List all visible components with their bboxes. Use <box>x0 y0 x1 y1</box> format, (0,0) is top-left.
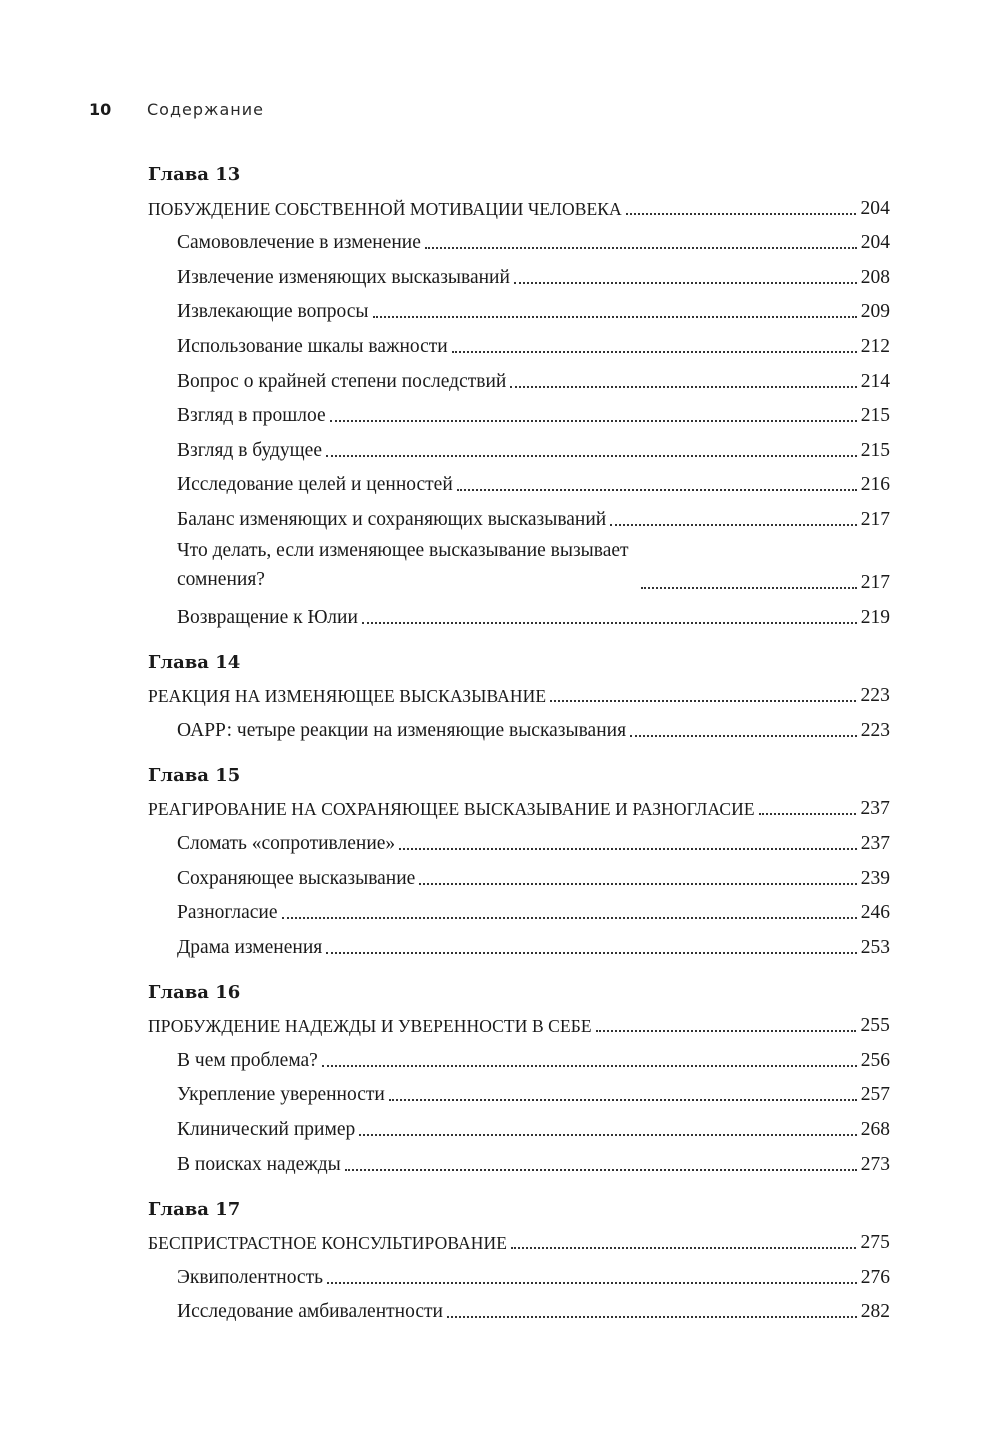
section-entry-title: Исследование амбивалентности <box>177 1301 443 1323</box>
section-entry-page: 217 <box>860 571 890 593</box>
chapter-title-entry-page: 255 <box>860 1015 890 1037</box>
section-entry[interactable] <box>148 260 890 295</box>
section-entry-title: В поисках надежды <box>177 1153 341 1175</box>
section-entry-title: Извлекающие вопросы <box>177 301 369 323</box>
dot-leader <box>596 1030 857 1032</box>
dot-leader <box>452 351 857 353</box>
section-entry-title: Самововлечение в изменение <box>177 232 421 254</box>
chapter-block <box>148 159 890 635</box>
section-entry-title: Возвращение к Юлии <box>177 606 358 628</box>
running-title: Содержание <box>147 100 264 119</box>
dot-leader <box>514 282 857 284</box>
section-entry[interactable] <box>148 600 890 635</box>
section-entry[interactable] <box>148 713 890 748</box>
section-entry-page: 257 <box>860 1084 890 1106</box>
chapter-title-entry-page: 237 <box>860 798 890 820</box>
section-entry-page: 273 <box>860 1153 890 1175</box>
section-entry[interactable] <box>148 826 890 861</box>
section-entry-title: Использование шкалы важности <box>177 335 448 357</box>
chapter-title-entry-page: 204 <box>860 197 890 219</box>
section-entry-title: Исследование целей и ценностей <box>177 474 453 496</box>
chapter-block <box>148 977 890 1182</box>
chapter-block <box>148 760 890 965</box>
dot-leader <box>282 917 857 919</box>
section-entry[interactable] <box>148 468 890 503</box>
section-entry-page: 209 <box>860 301 890 323</box>
section-entry-title: Укрепление уверенности <box>177 1084 385 1106</box>
table-of-contents <box>148 157 890 1341</box>
section-entry[interactable] <box>148 433 890 468</box>
running-head <box>89 100 264 119</box>
section-entry[interactable] <box>148 1147 890 1182</box>
chapter-title-entry-title: ПРОБУЖДЕНИЕ НАДЕЖДЫ И УВЕРЕННОСТИ В СЕБЕ <box>148 1016 592 1037</box>
dot-leader <box>330 420 857 422</box>
chapter-label: Глава 15 <box>148 764 241 786</box>
chapter-title-entry[interactable] <box>148 191 890 226</box>
section-entry-title: Эквиполентность <box>177 1266 324 1288</box>
section-entry[interactable] <box>148 226 890 261</box>
section-entry[interactable] <box>148 1112 890 1147</box>
section-entry-title: Сохраняющее высказывание <box>177 867 416 889</box>
dot-leader <box>630 735 857 737</box>
section-entry-title: Клинический пример <box>177 1119 356 1141</box>
section-entry[interactable] <box>148 295 890 330</box>
dot-leader <box>550 700 856 702</box>
section-entry[interactable] <box>148 502 890 537</box>
section-entry-page: 219 <box>860 606 890 628</box>
section-entry-page: 212 <box>860 335 890 357</box>
section-entry-title: Вопрос о крайней степени последствий <box>177 370 507 392</box>
section-entry-title: Что делать, если изменяющее высказывание вызывает сомнения? <box>177 539 629 590</box>
chapter-title-entry[interactable] <box>148 679 890 714</box>
chapter-title-entry-title: ПОБУЖДЕНИЕ СОБСТВЕННОЙ МОТИВАЦИИ ЧЕЛОВЕКА <box>148 198 622 219</box>
section-entry-title: ОАРР: четыре реакции на изменяющие высказывания <box>177 719 627 741</box>
chapter-title-entry-title: РЕАКЦИЯ НА ИЗМЕНЯЮЩЕЕ ВЫСКАЗЫВАНИЕ <box>148 686 547 707</box>
chapter-title-entry-page: 275 <box>860 1232 890 1254</box>
section-entry-page: 217 <box>860 508 890 530</box>
section-entry[interactable] <box>148 861 890 896</box>
dot-leader <box>345 1169 857 1171</box>
dot-leader <box>425 247 857 249</box>
chapter-label: Глава 14 <box>148 651 241 673</box>
dot-leader <box>326 455 857 457</box>
chapter-block <box>148 1194 890 1330</box>
chapter-title-entry-title: БЕСПРИСТРАСТНОЕ КОНСУЛЬТИРОВАНИЕ <box>148 1233 508 1254</box>
dot-leader <box>457 489 857 491</box>
section-entry-page: 214 <box>860 370 890 392</box>
chapter-title-entry[interactable] <box>148 1226 890 1261</box>
dot-leader <box>511 1247 856 1249</box>
dot-leader <box>326 952 857 954</box>
dot-leader <box>362 622 857 624</box>
section-entry-title: Сломать «сопротивление» <box>177 832 396 854</box>
dot-leader <box>641 587 857 589</box>
section-entry[interactable] <box>148 399 890 434</box>
section-entry-page: 253 <box>860 936 890 958</box>
section-entry[interactable] <box>148 364 890 399</box>
dot-leader <box>759 813 857 815</box>
dot-leader <box>359 1134 857 1136</box>
section-entry[interactable] <box>148 1043 890 1078</box>
chapter-label: Глава 16 <box>148 981 241 1003</box>
chapter-label: Глава 13 <box>148 164 241 185</box>
dot-leader <box>373 316 857 318</box>
section-entry-title: В чем проблема? <box>177 1049 318 1071</box>
section-entry-page: 216 <box>860 474 890 496</box>
section-entry-title: Взгляд в прошлое <box>177 405 326 427</box>
chapter-title-entry-page: 223 <box>860 685 890 707</box>
dot-leader <box>399 848 857 850</box>
dot-leader <box>327 1282 857 1284</box>
chapter-block <box>148 647 890 748</box>
section-entry-page: 215 <box>860 439 890 461</box>
dot-leader <box>626 213 857 215</box>
section-entry-page: 246 <box>860 902 890 924</box>
section-entry-page: 237 <box>860 832 890 854</box>
section-entry[interactable] <box>148 930 890 965</box>
section-entry-title: Баланс изменяющих и сохраняющих высказываний <box>177 508 607 530</box>
section-entry-page: 282 <box>860 1301 890 1323</box>
section-entry-page: 208 <box>860 266 890 288</box>
dot-leader <box>419 883 856 885</box>
section-entry[interactable] <box>148 1078 890 1113</box>
section-entry-page: 256 <box>860 1049 890 1071</box>
section-entry[interactable] <box>148 1295 890 1330</box>
section-entry-page: 276 <box>860 1266 890 1288</box>
dot-leader <box>510 386 856 388</box>
section-entry[interactable] <box>148 1260 890 1295</box>
section-entry-page: 239 <box>860 867 890 889</box>
chapter-title-entry-title: РЕАГИРОВАНИЕ НА СОХРАНЯЮЩЕЕ ВЫСКАЗЫВАНИЕ И РАЗНОГЛАСИЕ <box>148 799 755 820</box>
section-entry-page: 204 <box>860 232 890 254</box>
section-entry[interactable] <box>148 537 890 600</box>
section-entry-page: 268 <box>860 1119 890 1141</box>
dot-leader <box>447 1316 857 1318</box>
dot-leader <box>322 1065 857 1067</box>
section-entry-title: Драма изменения <box>177 936 323 958</box>
section-entry[interactable] <box>148 896 890 931</box>
section-entry-page: 223 <box>860 719 890 741</box>
section-entry-title: Взгляд в будущее <box>177 439 322 461</box>
section-entry-title: Извлечение изменяющих высказываний <box>177 266 510 288</box>
dot-leader <box>389 1099 857 1101</box>
chapter-title-entry[interactable] <box>148 1009 890 1044</box>
page-number: 10 <box>89 100 112 119</box>
chapter-title-entry[interactable] <box>148 792 890 827</box>
dot-leader <box>610 524 857 526</box>
chapter-label: Глава 17 <box>148 1198 241 1220</box>
section-entry-title: Разногласие <box>177 902 278 924</box>
section-entry-page: 215 <box>860 405 890 427</box>
section-entry[interactable] <box>148 329 890 364</box>
